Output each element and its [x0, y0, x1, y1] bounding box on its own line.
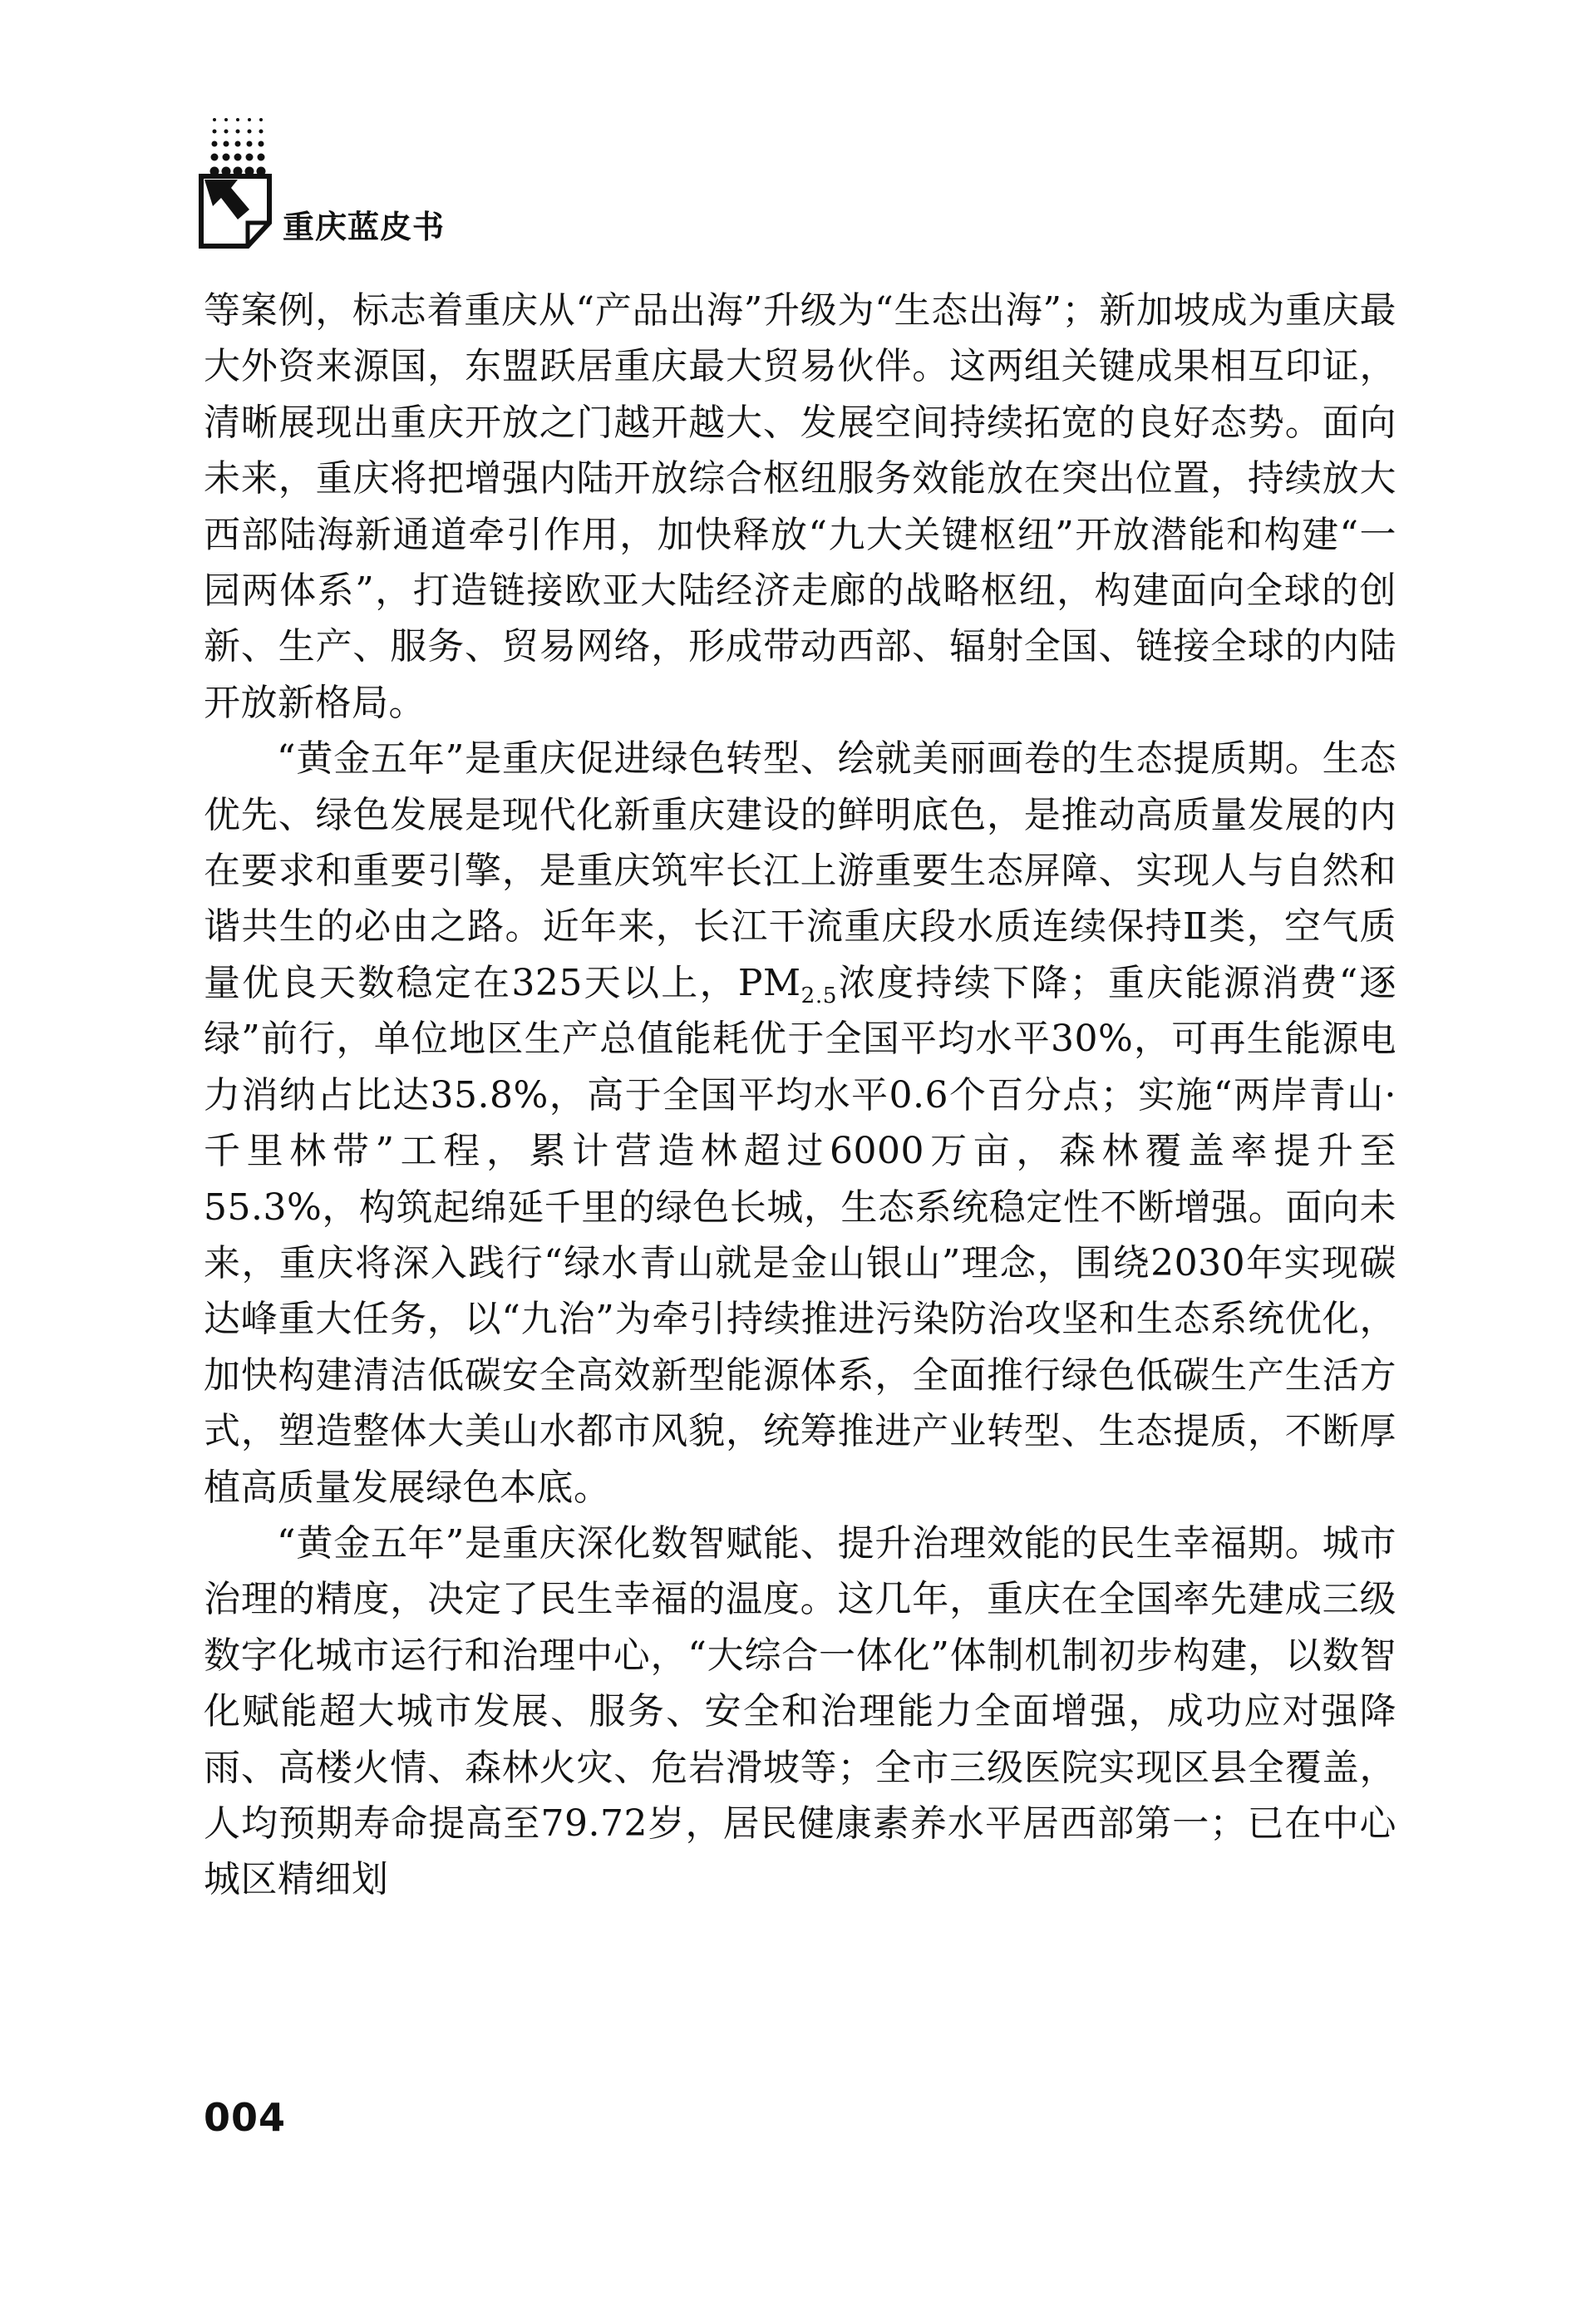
- book-corner-arrow-icon: [198, 173, 273, 249]
- paragraph-2-text-b: 浓度持续下降；重庆能源消费“逐绿”前行，单位地区生产总值能耗优于全国平均水平30%，可再生能源电力消纳占比达35.8%，高于全国平均水平0.6个百分点；实施“两岸青山·千里林带”工程，累计营造林超过6000万亩，森林覆盖率提升至55.3%，构筑起绵延千里的绿色长城，生态系统稳定性不断增强。面向未来，重庆将深入践行“绿水青山就是金山银山”理念，围绕2030年实现碳达峰重大任务，以“九治”为牵引持续推进污染防治攻坚和生态系统优化，加快构建清洁低碳安全高效新型能源体系，全面推行绿色低碳生产生活方式，塑造整体大美山水都市风貌，统筹推进产业转型、生态提质，不断厚植高质量发展绿色本底。: [204, 961, 1396, 1509]
- paragraph-2: [204, 731, 1396, 1516]
- page-header: [193, 108, 692, 258]
- paragraph-1: 等案例，标志着重庆从“产品出海”升级为“生态出海”；新加坡成为重庆最大外资来源国，东盟跃居重庆最大贸易伙伴。这两组关键成果相互印证，清晰展现出重庆开放之门越开越大、发展空间持续拓宽的良好态势。面向未来，重庆将把增强内陆开放综合枢纽服务效能放在突出位置，持续放大西部陆海新通道牵引作用，加快释放“九大关键枢纽”开放潜能和构建“一园两体系”，打造链接欧亚大陆经济走廊的战略枢纽，构建面向全球的创新、生产、服务、贸易网络，形成带动西部、辐射全国、链接全球的内陆开放新格局。: [204, 289, 1396, 724]
- paragraph-2-text-a: “黄金五年”是重庆促进绿色转型、绘就美丽画卷的生态提质期。生态优先、绿色发展是现代化新重庆建设的鲜明底色，是推动高质量发展的内在要求和重要引擎，是重庆筑牢长江上游重要生态屏障、实现人与自然和谐共生的必由之路。近年来，长江干流重庆段水质连续保持Ⅱ类，空气质量优良天数稳定在325天以上，PM: [204, 737, 1396, 1004]
- pm-subscript: 2.5: [800, 983, 838, 1009]
- dot-grid-icon: [209, 115, 268, 181]
- page-number: 004: [204, 2095, 287, 2140]
- paragraph-3: “黄金五年”是重庆深化数智赋能、提升治理效能的民生幸福期。城市治理的精度，决定了民生幸福的温度。这几年，重庆在全国率先建成三级数字化城市运行和治理中心，“大综合一体化”体制机制初步构建，以数智化赋能超大城市发展、服务、安全和治理能力全面增强，成功应对强降雨、高楼火情、森林火灾、危岩滑坡等；全市三级医院实现区县全覆盖，人均预期寿命提高至79.72岁，居民健康素养水平居西部第一；已在中心城区精细划: [204, 1521, 1396, 1901]
- body-text: [204, 283, 1396, 1908]
- series-title: 重庆蓝皮书: [283, 209, 446, 245]
